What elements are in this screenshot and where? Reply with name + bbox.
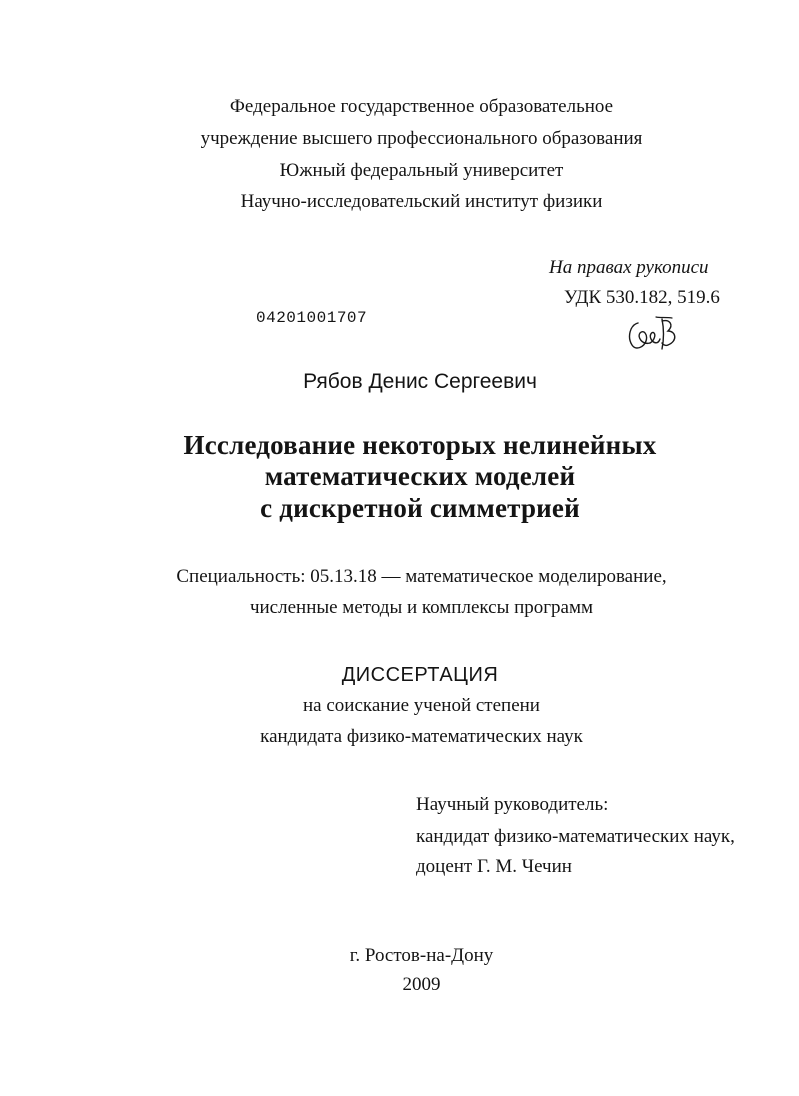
- manuscript-note: На правах рукописи: [549, 257, 709, 278]
- specialty-line-2: численные методы и комплексы программ: [249, 597, 594, 618]
- document-type-heading: ДИССЕРТАЦИЯ: [341, 664, 499, 686]
- advisor-line-1: кандидат физико-математических наук,: [416, 826, 735, 847]
- udc-code: УДК 530.182, 519.6: [564, 287, 720, 308]
- thesis-title-line-1: Исследование некоторых нелинейных: [183, 430, 657, 460]
- specialty-line-1: Специальность: 05.13.18 — математическое моделирование,: [176, 566, 667, 587]
- thesis-title-line-2: математических моделей: [264, 461, 576, 491]
- institution-line-3: Южный федеральный университет: [279, 160, 564, 181]
- footer-year: 2009: [402, 974, 441, 995]
- advisor-heading: Научный руководитель:: [416, 794, 609, 815]
- thesis-title-line-3: с дискретной симметрией: [260, 493, 580, 523]
- author-name: Рябов Денис Сергеевич: [303, 370, 537, 393]
- handwritten-signature: [624, 315, 680, 355]
- degree-line-1: на соискание ученой степени: [303, 695, 540, 716]
- catalog-number: 04201001707: [256, 309, 368, 327]
- footer-city: г. Ростов-на-Дону: [349, 945, 494, 966]
- degree-line-2: кандидата физико-математических наук: [260, 726, 583, 747]
- institution-line-1: Федеральное государственное образовательное: [229, 96, 614, 117]
- institution-line-2: учреждение высшего профессионального образования: [200, 128, 643, 149]
- advisor-line-2: доцент Г. М. Чечин: [416, 856, 572, 877]
- institution-line-4: Научно-исследовательский институт физики: [240, 191, 603, 212]
